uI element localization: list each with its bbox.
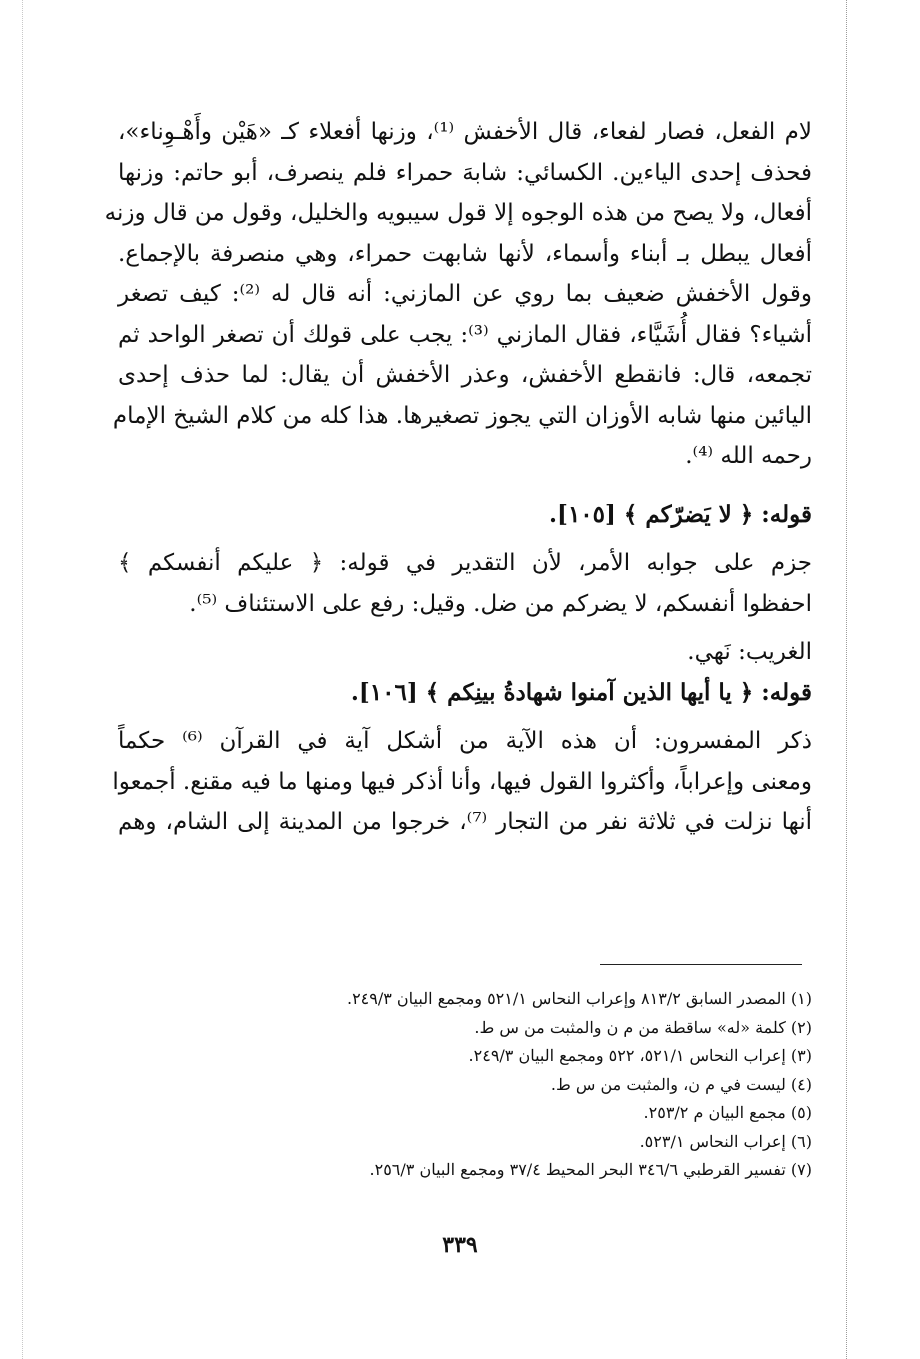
text-line: أشياء؟ فقال أُشَيَّاء، فقال المازني ⁽³⁾: يجب على قولك أن تصغر الواحد ثم: [118, 321, 812, 348]
text-line: وقول الأخفش ضعيف بما روي عن المازني: أنه قال له ⁽²⁾: كيف تصغر: [118, 281, 812, 307]
heading-verse-106: [118, 673, 812, 714]
footnote: (٤) ليست في م ن، والمثبت من س ط.: [550, 1074, 812, 1094]
text-line: رحمه الله ⁽⁴⁾.: [685, 443, 812, 469]
gharib-text: الغريب: نَهي.: [687, 639, 812, 665]
page-body: [104, 112, 812, 843]
text-line: ومعنى وإعراباً، وأكثروا القول فيها، وأنا أذكر فيها ومنها ما فيه مقنع. أجمعوا: [112, 768, 812, 795]
paragraph-3: [112, 721, 812, 843]
footnote: (٢) كلمة «له» ساقطة من م ن والمثبت من س ط.: [474, 1017, 812, 1037]
page-edge-left: [22, 0, 23, 1359]
text-line: أنها نزلت في ثلاثة نفر من التجار ⁽⁷⁾، خرجوا من المدينة إلى الشام، وهم: [118, 809, 812, 835]
page-edge-right: [846, 0, 847, 1359]
text-line: ذكر المفسرون: أن هذه الآية من أشكل آية في القرآن ⁽⁶⁾ حكماً: [118, 728, 812, 754]
heading-verse-105: [118, 495, 812, 536]
verse-heading: قوله: ﴿ لا يَضرّكم ﴾ [١٠٥].: [549, 500, 812, 528]
paragraph-1: [104, 112, 812, 477]
text-line: فحذف إحدى الياءين. الكسائي: شابهَ حمراء فلم ينصرف، أبو حاتم: وزنها: [118, 159, 812, 186]
text-line: اليائين منها شابه الأوزان التي يجوز تصغيرها. هذا كله من كلام الشيخ الإمام: [112, 402, 812, 429]
verse-heading: قوله: ﴿ يا أيها الذين آمنوا شهادةُ بينِكم ﴾ [١٠٦].: [350, 678, 812, 706]
footnote: (٥) مجمع البيان م ٢٥٣/٢.: [643, 1103, 812, 1122]
footnote: (٧) تفسير القرطبي ٣٤٦/٦ البحر المحيط ٣٧/٤ ومجمع البيان ٢٥٦/٣.: [369, 1160, 812, 1179]
gharib-note: [118, 632, 812, 673]
footnote: (٦) إعراب النحاس ٥٢٣/١.: [639, 1131, 812, 1151]
text-line: أفعال يبطل بـ أبناء وأسماء، لأنها شابهت حمراء، وهي منصرفة بالإجماع.: [118, 240, 812, 267]
page-number: ٣٣٩: [442, 1232, 478, 1258]
text-line: احفظوا أنفسكم، لا يضركم من ضل. وقيل: رفع على الاستئناف ⁽⁵⁾.: [189, 590, 812, 617]
paragraph-2: [118, 543, 812, 624]
footnote: (١) المصدر السابق ٨١٣/٢ وإعراب النحاس ٥٢١/١ ومجمع البيان ٢٤٩/٣.: [346, 989, 812, 1008]
text-line: جزم على جوابه الأمر، لأن التقدير في قوله: ﴿ عليكم أنفسكم ﴾: [118, 550, 812, 576]
text-line: تجمعه، قال: فانقطع الأخفش، وعذر الأخفش أن يقال: لما حذف إحدى: [118, 362, 812, 388]
text-line: لام الفعل، فصار لفعاء، قال الأخفش ⁽¹⁾، وزنها أفعلاء كـ «هَيْن وأَهْـوِناء»،: [118, 119, 812, 145]
text-line: أفعال، ولا يصح من هذه الوجوه إلا قول سيبويه والخليل، وقول من قال وزنه: [104, 200, 812, 226]
footnote-separator: [600, 964, 802, 965]
footnotes: [112, 985, 812, 1185]
footnote: (٣) إعراب النحاس ٥٢١/١، ٥٢٢ ومجمع البيان ٢٤٩/٣.: [468, 1046, 812, 1065]
